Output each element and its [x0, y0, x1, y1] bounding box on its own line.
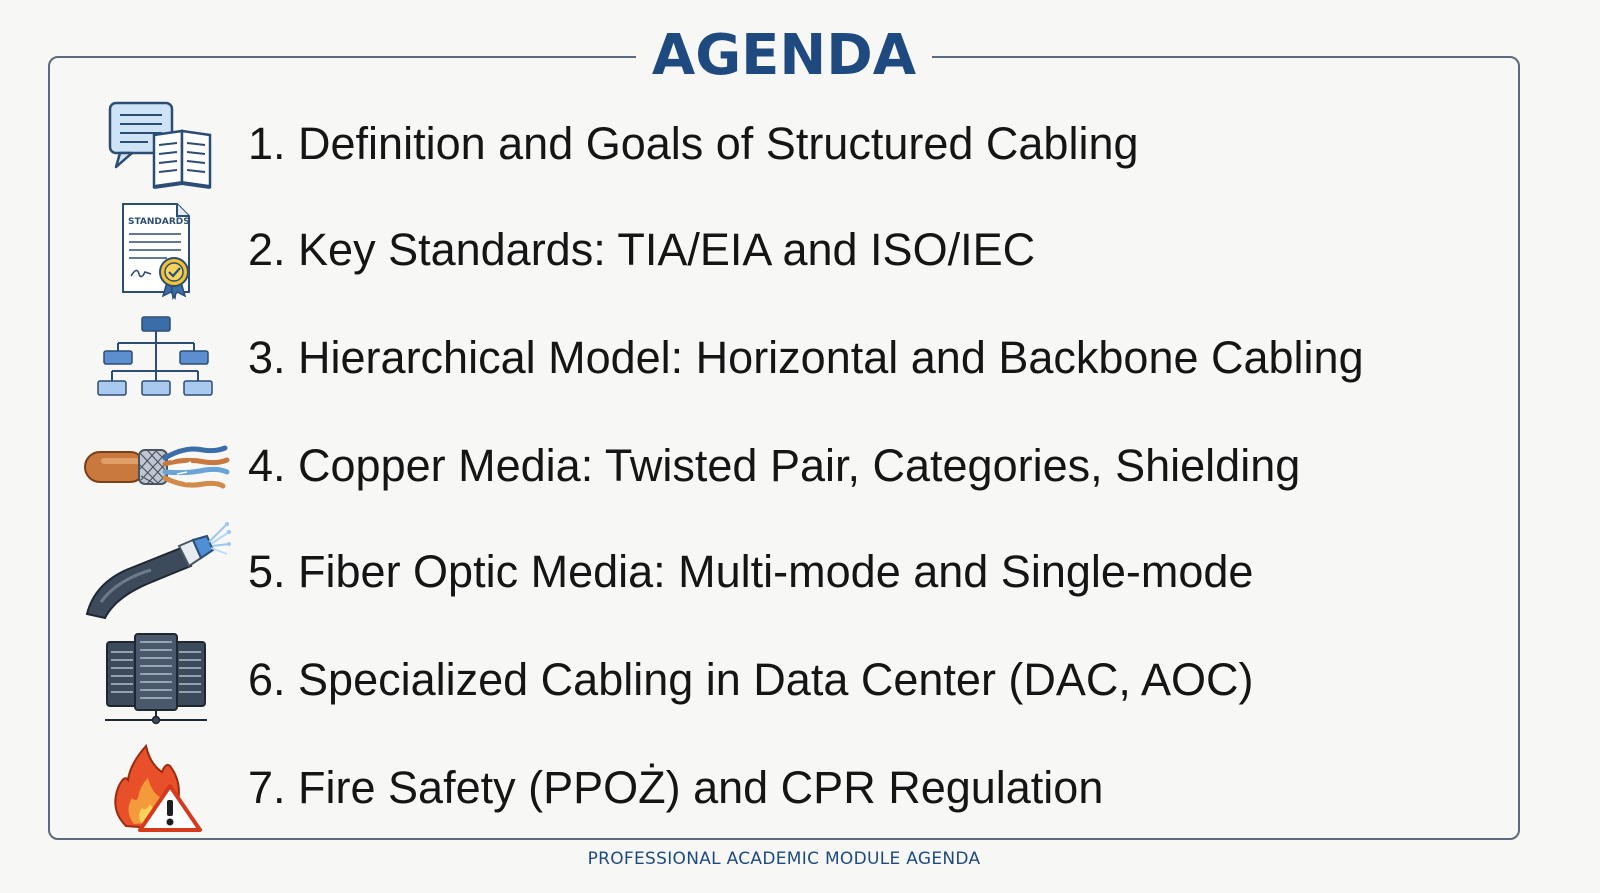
standards-certificate-icon	[78, 200, 234, 300]
page-title: AGENDA	[636, 18, 932, 94]
footer-caption: PROFESSIONAL ACADEMIC MODULE AGENDA	[587, 849, 981, 869]
hierarchy-diagram-icon	[78, 308, 234, 408]
agenda-item-1	[78, 94, 1478, 194]
standards-icon-text: STANDARDS	[128, 217, 190, 227]
copper-cable-icon	[78, 416, 234, 516]
agenda-item-6	[78, 630, 1478, 730]
agenda-item-label: 3. Hierarchical Model: Horizontal and Backbone Cabling	[248, 332, 1364, 383]
agenda-item-label: 2. Key Standards: TIA/EIA and ISO/IEC	[248, 224, 1036, 275]
agenda-item-label: 4. Copper Media: Twisted Pair, Categories, Shielding	[248, 440, 1301, 491]
agenda-item-3	[78, 308, 1478, 408]
agenda-item-label: 1. Definition and Goals of Structured Cabling	[248, 118, 1139, 169]
server-rack-icon	[78, 630, 234, 730]
agenda-item-4	[78, 416, 1478, 516]
agenda-item-label: 6. Specialized Cabling in Data Center (DAC, AOC)	[248, 654, 1254, 705]
agenda-item-label: 7. Fire Safety (PPOŻ) and CPR Regulation	[248, 762, 1104, 813]
fiber-optic-cable-icon	[78, 522, 234, 622]
document-book-icon	[78, 94, 234, 194]
agenda-item-label: 5. Fiber Optic Media: Multi-mode and Single-mode	[248, 546, 1254, 597]
fire-warning-icon	[78, 738, 234, 838]
agenda-item-5	[78, 522, 1478, 622]
agenda-item-2	[78, 200, 1478, 300]
agenda-item-7	[78, 738, 1478, 838]
